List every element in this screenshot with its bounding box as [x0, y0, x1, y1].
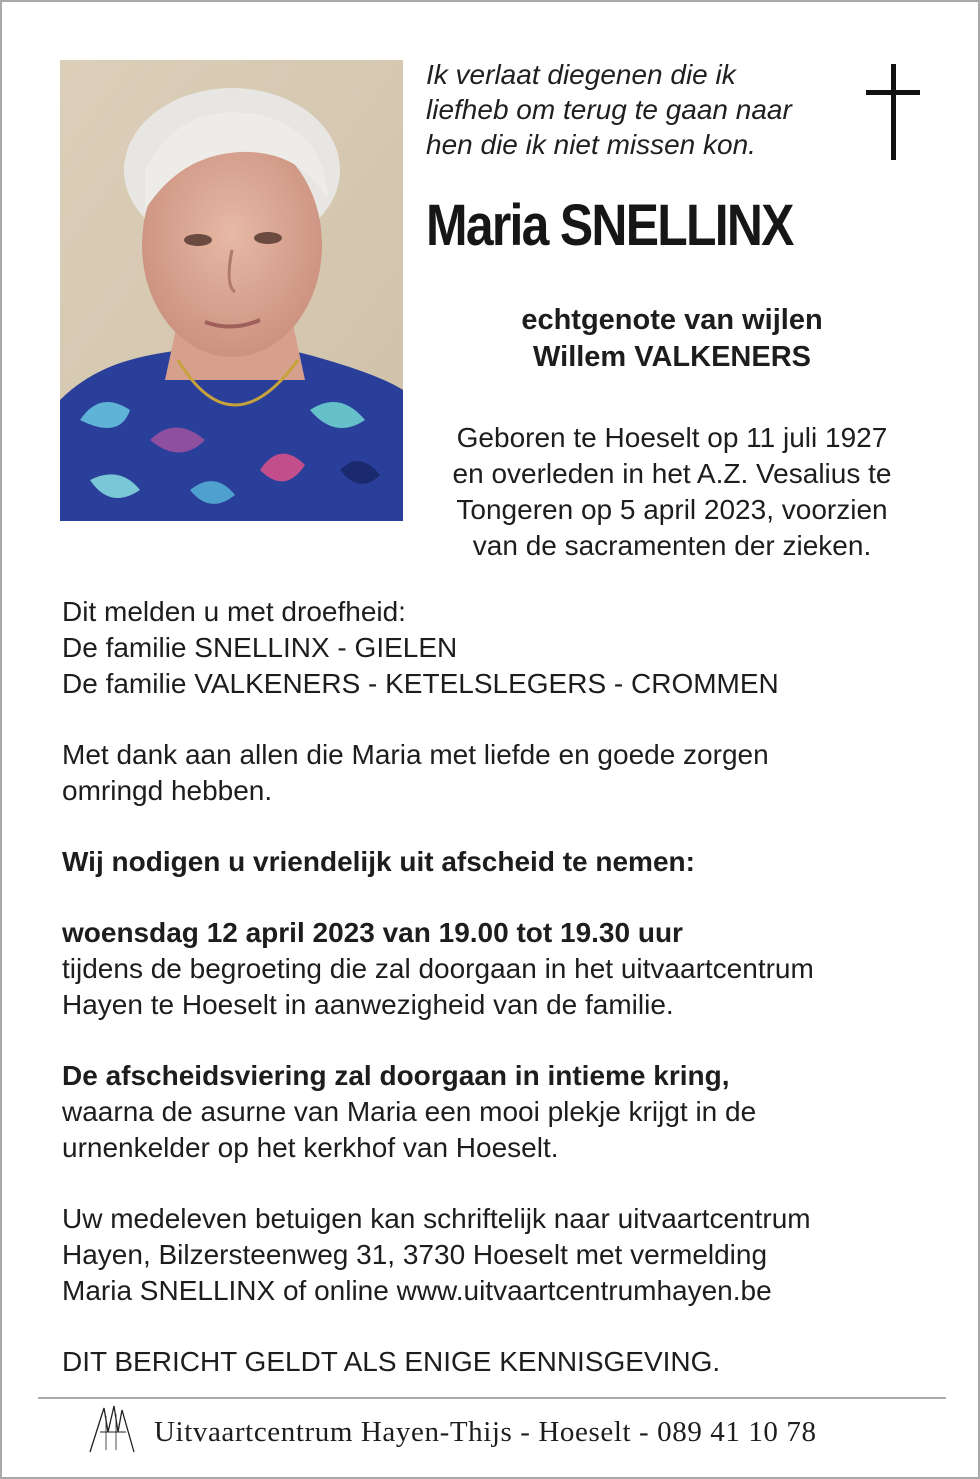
- invitation-text: Wij nodigen u vriendelijk uit afscheid te nemen:: [62, 846, 695, 877]
- memorial-quote: [426, 57, 846, 162]
- thanks-line: omringd hebben.: [62, 775, 273, 806]
- spouse-name: Willem VALKENERS: [533, 341, 811, 373]
- visitation-date: woensdag 12 april 2023 van 19.00 tot 19.30 uur: [62, 917, 683, 948]
- condolence-line: Hayen, Bilzersteenweg 31, 3730 Hoeselt met vermelding: [62, 1239, 768, 1270]
- ceremony-heading: [62, 1058, 942, 1094]
- condolence-line: Maria SNELLINX of online www.uitvaartcentrumhayen.be: [62, 1275, 772, 1306]
- spouse-line: echtgenote van wijlen: [521, 304, 823, 336]
- funeral-home-logo-icon: [86, 1402, 138, 1461]
- thanks-line: Met dank aan allen die Maria met liefde en goede zorgen: [62, 739, 769, 770]
- visitation-line: Hayen te Hoeselt in aanwezigheid van de familie.: [62, 989, 674, 1020]
- ceremony-line: urnenkelder op het kerkhof van Hoeselt.: [62, 1132, 559, 1163]
- birth-line: van de sacramenten der zieken.: [472, 530, 872, 561]
- quote-line: hen die ik niet missen kon.: [426, 129, 756, 160]
- deceased-name: Maria SNELLINX: [426, 193, 793, 258]
- birth-line: Geboren te Hoeselt op 11 juli 1927: [456, 422, 888, 453]
- ceremony-line: waarna de asurne van Maria een mooi plekje krijgt in de: [62, 1096, 757, 1127]
- footer-contact: Uitvaartcentrum Hayen-Thijs - Hoeselt - 089 41 10 78: [154, 1416, 817, 1448]
- birth-line: Tongeren op 5 april 2023, voorzien: [456, 494, 888, 525]
- family-line: De familie VALKENERS - KETELSLEGERS - CROMMEN: [62, 668, 779, 699]
- quote-line: liefheb om terug te gaan naar: [426, 94, 792, 125]
- birth-line: en overleden in het A.Z. Vesalius te: [452, 458, 892, 489]
- condolence-line: Uw medeleven betuigen kan schriftelijk naar uitvaartcentrum: [62, 1203, 811, 1234]
- family-line: De familie SNELLINX - GIELEN: [62, 632, 458, 663]
- spouse-info: [432, 302, 912, 376]
- portrait-photo: [60, 60, 403, 521]
- announcement-intro: Dit melden u met droefheid:: [62, 596, 406, 627]
- official-notice: DIT BERICHT GELDT ALS ENIGE KENNISGEVING.: [62, 1346, 721, 1377]
- invitation-heading: [62, 844, 942, 880]
- latin-cross-icon: [864, 64, 922, 165]
- birth-death-info: [422, 420, 922, 564]
- announcement-body: [62, 594, 942, 1380]
- quote-line: Ik verlaat diegenen die ik: [426, 59, 736, 90]
- visitation-line: tijdens de begroeting die zal doorgaan in het uitvaartcentrum: [62, 953, 814, 984]
- footer-divider: [38, 1397, 946, 1399]
- visitation-when: [62, 915, 942, 951]
- ceremony-heading-text: De afscheidsviering zal doorgaan in intieme kring,: [62, 1060, 730, 1091]
